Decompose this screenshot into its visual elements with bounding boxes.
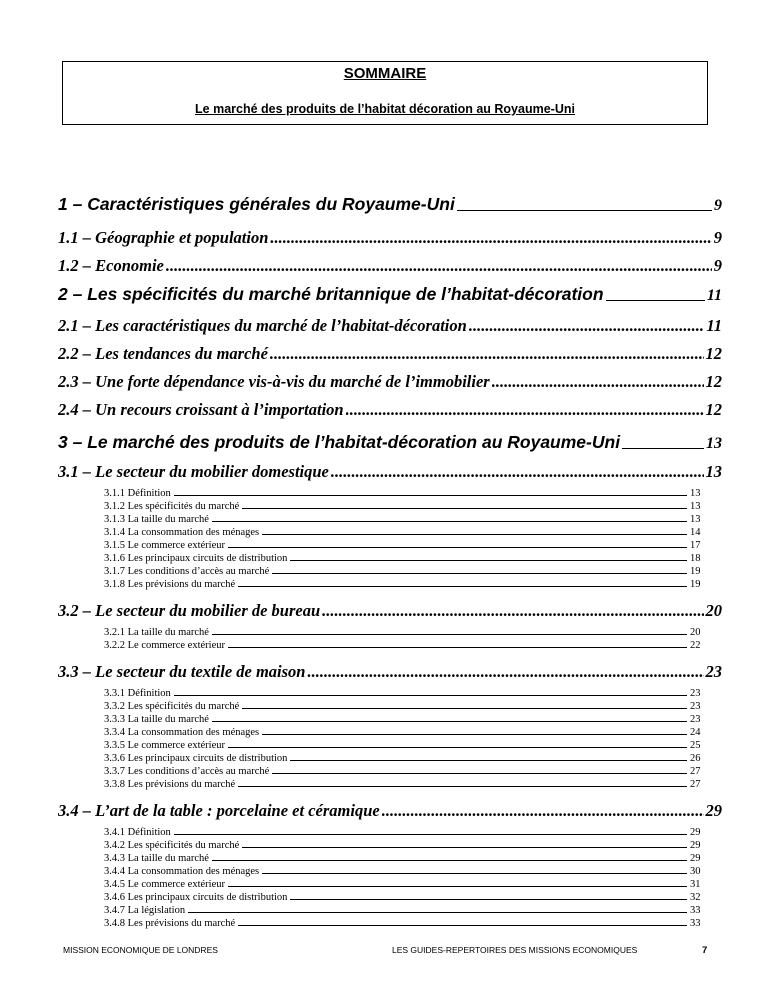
toc-entry-level2[interactable] [58, 316, 722, 336]
toc-entry-level3[interactable] [104, 540, 710, 551]
toc-leader [228, 646, 687, 648]
toc-leader [262, 733, 687, 735]
toc-entry-level3[interactable] [104, 727, 710, 738]
toc-entry-title: 3.3.7 Les conditions d’accès au marché [104, 766, 270, 777]
toc-leader [262, 533, 687, 535]
toc-entry-level1[interactable] [58, 432, 722, 453]
footer-center: LES GUIDES-REPERTOIRES DES MISSIONS ECONOMIQUES [392, 945, 638, 955]
toc-entry-level3[interactable] [104, 892, 710, 903]
toc-entry-page: 12 [705, 400, 722, 419]
toc-entry-page: 20 [690, 627, 701, 638]
toc-leader [242, 707, 687, 709]
toc-entry-level3[interactable] [104, 740, 710, 751]
toc-entry-page: 9 [713, 256, 722, 275]
toc-entry-title: 3.1.6 Les principaux circuits de distribution [104, 553, 288, 564]
toc-entry-title: 2.1 – Les caractéristiques du marché de l’habitat-décoration [58, 316, 467, 335]
toc-leader [174, 833, 687, 835]
toc-entry-level3[interactable] [104, 840, 710, 851]
toc-entry-page: 32 [690, 892, 701, 903]
toc-leader [346, 400, 704, 420]
toc-entry-title: 3.1.2 Les spécificités du marché [104, 501, 240, 512]
toc-leader [331, 462, 704, 482]
toc-entry-title: 3.4.6 Les principaux circuits de distribution [104, 892, 288, 903]
toc-leader [228, 546, 687, 548]
footer-left: MISSION ECONOMIQUE DE LONDRES [63, 945, 218, 955]
toc-entry-page: 27 [690, 779, 701, 790]
toc-leader [606, 299, 705, 301]
toc-entry-page: 12 [705, 344, 722, 363]
toc-entry-level2[interactable] [58, 256, 722, 276]
toc-leader [307, 662, 703, 682]
toc-entry-level3[interactable] [104, 853, 710, 864]
toc-leader [238, 785, 687, 787]
toc-entry-level3[interactable] [104, 827, 710, 838]
toc-leader [290, 559, 687, 561]
toc-leader [382, 801, 704, 821]
toc-entry-page: 13 [690, 514, 701, 525]
toc-entry-level3[interactable] [104, 905, 710, 916]
toc-leader [228, 885, 687, 887]
toc-entry-title: 2.3 – Une forte dépendance vis-à-vis du marché de l’immobilier [58, 372, 490, 391]
toc-entry-page: 13 [690, 501, 701, 512]
toc-entry-page: 11 [706, 287, 722, 304]
toc-entry-title: 3.3.8 Les prévisions du marché [104, 779, 236, 790]
toc-entry-level2[interactable] [58, 228, 722, 248]
toc-entry-page: 27 [690, 766, 701, 777]
toc-entry-level2[interactable] [58, 400, 722, 420]
toc-entry-level3[interactable] [104, 714, 710, 725]
toc-leader [238, 585, 687, 587]
toc-entry-title: 3.1.1 Définition [104, 488, 171, 499]
toc-entry-page: 13 [690, 488, 701, 499]
toc-leader [212, 633, 687, 635]
toc-entry-page: 19 [690, 579, 701, 590]
toc-entry-level3[interactable] [104, 527, 710, 538]
toc-entry-page: 25 [690, 740, 701, 751]
toc-entry-title: 3.4.5 Le commerce extérieur [104, 879, 225, 890]
toc-entry-level3[interactable] [104, 553, 710, 564]
toc-entry-level1[interactable] [58, 194, 722, 215]
toc-entry-level3[interactable] [104, 753, 710, 764]
toc-entry-page: 23 [705, 662, 722, 681]
toc-leader [262, 872, 687, 874]
footer-page-number: 7 [702, 945, 708, 956]
toc-entry-title: 3.4.8 Les prévisions du marché [104, 918, 236, 929]
toc-entry-page: 23 [690, 714, 701, 725]
toc-leader [242, 507, 687, 509]
toc-entry-level1[interactable] [58, 284, 722, 305]
toc-entry-page: 24 [690, 727, 701, 738]
toc-entry-title: 2.2 – Les tendances du marché [58, 344, 268, 363]
toc-entry-level3[interactable] [104, 488, 710, 499]
toc-leader [492, 372, 704, 392]
toc-entry-title: 3.2 – Le secteur du mobilier de bureau [58, 601, 321, 620]
toc-entry-page: 22 [690, 640, 701, 651]
toc-entry-title: 3.1.5 Le commerce extérieur [104, 540, 225, 551]
toc-entry-level3[interactable] [104, 514, 710, 525]
summary-header-box [62, 61, 708, 125]
toc-leader [228, 746, 687, 748]
toc-entry-title: 3.4 – L’art de la table : porcelaine et céramique [58, 801, 380, 820]
toc-entry-page: 23 [690, 688, 701, 699]
toc-entry-level3[interactable] [104, 766, 710, 777]
toc-entry-title: 3.4.4 La consommation des ménages [104, 866, 260, 877]
toc-entry-level3[interactable] [104, 779, 710, 790]
toc-entry-page: 29 [690, 840, 701, 851]
toc-leader [238, 924, 687, 926]
toc-entry-title: 3.3 – Le secteur du textile de maison [58, 662, 306, 681]
toc-leader [270, 228, 711, 248]
toc-entry-page: 33 [690, 918, 701, 929]
toc-entry-page: 30 [690, 866, 701, 877]
toc-entry-title: 3.2.2 Le commerce extérieur [104, 640, 225, 651]
toc-entry-level3[interactable] [104, 879, 710, 890]
toc-leader [290, 898, 687, 900]
toc-entry-title: 3.1.4 La consommation des ménages [104, 527, 260, 538]
toc-entry-title: 3.3.4 La consommation des ménages [104, 727, 260, 738]
toc-leader [212, 520, 687, 522]
toc-leader [188, 911, 687, 913]
toc-entry-page: 12 [705, 372, 722, 391]
toc-entry-level2[interactable] [58, 601, 722, 621]
toc-entry-title: 3.1.3 La taille du marché [104, 514, 209, 525]
toc-entry-level2[interactable] [58, 801, 722, 821]
toc-leader [174, 494, 687, 496]
toc-leader [212, 720, 687, 722]
toc-entry-level3[interactable] [104, 501, 710, 512]
toc-entry-page: 14 [690, 527, 701, 538]
toc-entry-title: 3.2.1 La taille du marché [104, 627, 209, 638]
toc-leader [272, 772, 687, 774]
toc-entry-title: 3.4.2 Les spécificités du marché [104, 840, 240, 851]
toc-entry-page: 17 [690, 540, 701, 551]
toc-entry-title: 3.1.7 Les conditions d’accès au marché [104, 566, 270, 577]
toc-entry-title: 3.3.5 Le commerce extérieur [104, 740, 225, 751]
toc-entry-level3[interactable] [104, 701, 710, 712]
toc-entry-page: 18 [690, 553, 701, 564]
toc-entry-title: 3.4.3 La taille du marché [104, 853, 209, 864]
toc-entry-page: 13 [706, 435, 722, 452]
toc-entry-level3[interactable] [104, 579, 710, 590]
toc-entry-page: 31 [690, 879, 701, 890]
toc-leader [242, 846, 687, 848]
toc-entry-title: 1 – Caractéristiques générales du Royaume-Uni [58, 194, 455, 214]
toc-entry-page: 29 [690, 853, 701, 864]
toc-entry-level3[interactable] [104, 566, 710, 577]
toc-entry-page: 20 [705, 601, 722, 620]
toc-leader [166, 256, 712, 276]
toc-entry-page: 29 [705, 801, 722, 820]
toc-entry-level3[interactable] [104, 640, 710, 651]
toc-entry-title: 3.4.1 Définition [104, 827, 171, 838]
toc-entry-title: 3.1.8 Les prévisions du marché [104, 579, 236, 590]
toc-entry-level3[interactable] [104, 688, 710, 699]
toc-leader [212, 859, 687, 861]
toc-entry-title: 3.3.2 Les spécificités du marché [104, 701, 240, 712]
toc-entry-page: 19 [690, 566, 701, 577]
toc-leader [622, 447, 704, 449]
toc-entry-level2[interactable] [58, 344, 722, 364]
toc-entry-level3[interactable] [104, 627, 710, 638]
toc-entry-page: 29 [690, 827, 701, 838]
toc-entry-page: 9 [714, 197, 722, 214]
toc-entry-title: 3 – Le marché des produits de l’habitat-décoration au Royaume-Uni [58, 432, 621, 452]
toc-leader [174, 694, 687, 696]
toc-entry-level3[interactable] [104, 918, 710, 929]
toc-entry-page: 26 [690, 753, 701, 764]
toc-leader [290, 759, 687, 761]
toc-leader [272, 572, 687, 574]
toc-entry-page: 11 [706, 316, 722, 335]
summary-title: SOMMAIRE [343, 65, 427, 82]
toc-entry-level3[interactable] [104, 866, 710, 877]
toc-entry-page: 23 [690, 701, 701, 712]
toc-entry-page: 9 [713, 228, 722, 247]
toc-entry-title: 3.3.6 Les principaux circuits de distribution [104, 753, 288, 764]
toc-entry-page: 33 [690, 905, 701, 916]
toc-entry-title: 3.4.7 La législation [104, 905, 186, 916]
toc-entry-title: 3.3.3 La taille du marché [104, 714, 209, 725]
toc-entry-title: 1.1 – Géographie et population [58, 228, 269, 247]
toc-entry-level2[interactable] [58, 662, 722, 682]
toc-entry-page: 13 [705, 462, 722, 481]
toc-entry-level2[interactable] [58, 462, 722, 482]
toc-entry-title: 3.3.1 Définition [104, 688, 171, 699]
toc-leader [322, 601, 703, 621]
toc-entry-title: 1.2 – Economie [58, 256, 164, 275]
toc-entry-title: 2.4 – Un recours croissant à l’importation [58, 400, 344, 419]
toc-leader [457, 209, 712, 211]
toc-leader [469, 316, 705, 336]
toc-entry-title: 3.1 – Le secteur du mobilier domestique [58, 462, 329, 481]
toc-entry-level2[interactable] [58, 372, 722, 392]
toc-entry-title: 2 – Les spécificités du marché britannique de l’habitat-décoration [58, 284, 604, 304]
summary-subtitle: Le marché des produits de l’habitat décoration au Royaume-Uni [195, 102, 575, 116]
toc-leader [270, 344, 704, 364]
